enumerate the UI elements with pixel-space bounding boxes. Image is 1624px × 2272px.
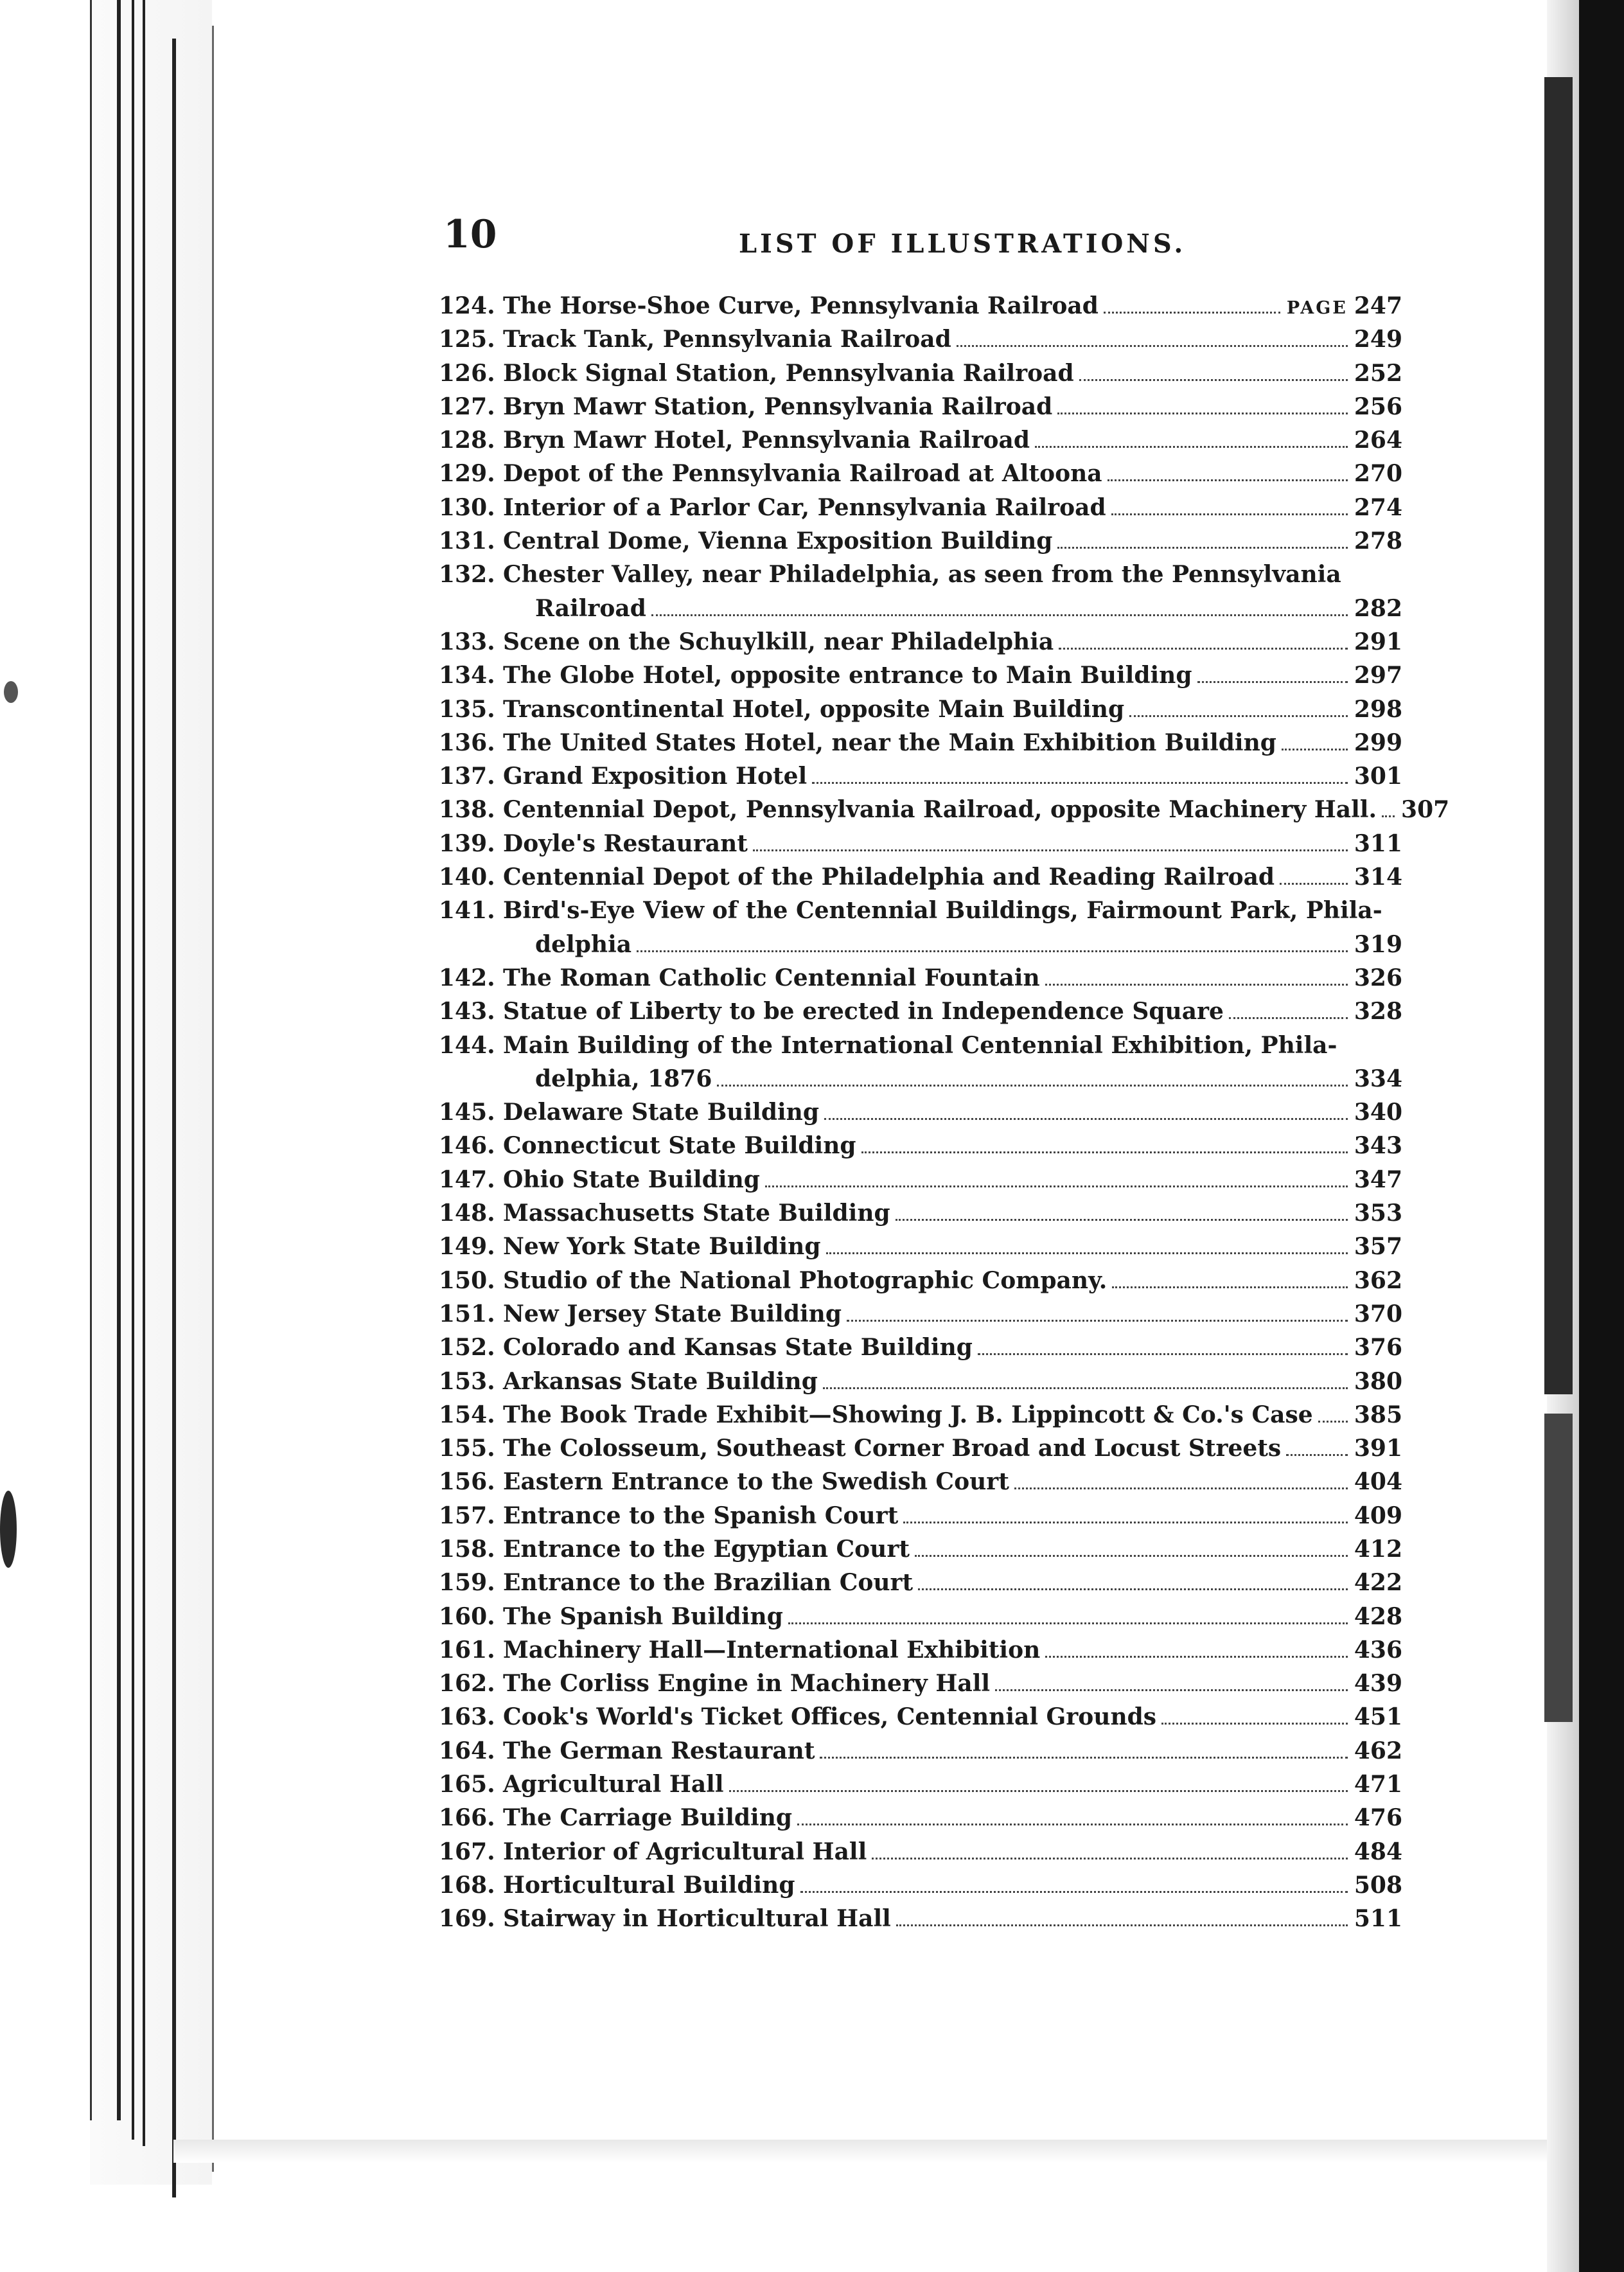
list-item (439, 628, 1402, 662)
item-number: 162. (439, 1670, 495, 1698)
item-title-continuation: delphia (535, 930, 632, 958)
page-edge-line (90, 0, 92, 2120)
list-item (439, 1166, 1402, 1200)
list-item (439, 662, 1402, 695)
right-page-edge (1544, 77, 1573, 1394)
item-title: Studio of the National Photographic Company. (503, 1266, 1108, 1294)
item-number: 155. (439, 1435, 495, 1462)
item-number: 156. (439, 1468, 495, 1496)
item-number: 141. (439, 897, 495, 925)
item-number: 139. (439, 830, 495, 857)
item-number: 136. (439, 729, 495, 756)
item-number: 157. (439, 1502, 495, 1529)
dot-leader (637, 950, 1348, 952)
item-number: 130. (439, 493, 495, 521)
illustration-list (439, 292, 1450, 1939)
item-title: Centennial Depot of the Philadelphia and Reading Railroad (503, 864, 1275, 891)
item-page: 511 (1354, 1905, 1402, 1933)
page-edge-line (172, 39, 176, 2197)
list-item (439, 1536, 1402, 1569)
list-item (439, 561, 1402, 594)
list-item (439, 1368, 1402, 1401)
list-item (439, 696, 1402, 729)
item-page: 314 (1354, 864, 1402, 891)
item-title: The German Restaurant (503, 1737, 815, 1764)
dot-leader (820, 1757, 1347, 1759)
item-title: Eastern Entrance to the Swedish Court (503, 1468, 1009, 1496)
item-number: 152. (439, 1334, 495, 1362)
item-page: 380 (1354, 1367, 1402, 1395)
item-page: 471 (1354, 1771, 1402, 1798)
page-bottom-shadow (173, 2140, 1561, 2163)
item-number: 167. (439, 1838, 495, 1865)
dot-leader (896, 1924, 1348, 1926)
item-title: Main Building of the International Centennial Exhibition, Phila- (503, 1031, 1337, 1059)
page-edge-line (132, 0, 134, 2140)
item-title: New Jersey State Building (503, 1300, 842, 1327)
item-title: Ohio State Building (503, 1166, 760, 1193)
item-title: Stairway in Horticultural Hall (503, 1905, 891, 1933)
dot-leader (978, 1353, 1348, 1355)
item-title: The Carriage Building (503, 1804, 793, 1832)
dot-leader (1057, 547, 1347, 549)
list-item (439, 998, 1402, 1031)
item-title-continuation: delphia, 1876 (535, 1065, 712, 1092)
item-title: Bird's-Eye View of the Centennial Buildings, Fairmount Park, Phila- (503, 897, 1382, 925)
item-page: 326 (1354, 964, 1402, 991)
dot-leader (1286, 1454, 1348, 1456)
dot-leader (861, 1151, 1348, 1153)
page-edge-line (117, 0, 121, 2120)
dot-leader (1229, 1017, 1348, 1019)
item-page: 340 (1354, 1099, 1402, 1126)
item-title: Bryn Mawr Station, Pennsylvania Railroad (503, 393, 1053, 420)
item-page: 301 (1354, 763, 1402, 790)
item-number: 164. (439, 1737, 495, 1764)
item-title: Grand Exposition Hotel (503, 763, 808, 790)
list-item (439, 1334, 1402, 1367)
item-title: The Globe Hotel, opposite entrance to Main Building (503, 662, 1192, 689)
item-number: 129. (439, 460, 495, 488)
item-page: 376 (1354, 1334, 1402, 1362)
item-title: The Spanish Building (503, 1602, 783, 1630)
list-item (439, 494, 1402, 528)
item-page: 436 (1354, 1636, 1402, 1664)
item-title: Colorado and Kansas State Building (503, 1334, 973, 1362)
dot-leader (1111, 513, 1348, 515)
item-page: 319 (1354, 930, 1402, 958)
item-page: 409 (1354, 1502, 1402, 1529)
dot-leader (896, 1219, 1348, 1221)
item-number: 138. (439, 796, 495, 824)
dot-leader (765, 1185, 1348, 1187)
item-page: 299 (1354, 729, 1402, 756)
item-page: 391 (1354, 1435, 1402, 1462)
item-page: 291 (1354, 628, 1402, 655)
item-page: 451 (1354, 1703, 1402, 1731)
dot-leader (847, 1320, 1348, 1322)
list-item (439, 1737, 1402, 1771)
list-item (439, 528, 1402, 561)
item-number: 124. (439, 292, 495, 319)
item-title: Block Signal Station, Pennsylvania Railroad (503, 359, 1074, 387)
item-number: 134. (439, 662, 495, 689)
item-number: 163. (439, 1703, 495, 1731)
item-title: Connecticut State Building (503, 1132, 856, 1160)
item-number: 125. (439, 326, 495, 353)
item-page: 362 (1354, 1266, 1402, 1294)
list-item (439, 1670, 1402, 1703)
list-item (439, 1267, 1402, 1300)
dot-leader (1014, 1487, 1348, 1489)
item-number: 137. (439, 763, 495, 790)
list-item (439, 1502, 1402, 1536)
list-item (439, 1637, 1402, 1670)
item-title: New York State Building (503, 1233, 821, 1261)
list-item (439, 1804, 1402, 1838)
list-item-continuation (439, 595, 1402, 628)
item-page: 343 (1354, 1132, 1402, 1160)
list-item (439, 326, 1402, 359)
item-page: 334 (1354, 1065, 1402, 1092)
right-page-edge (1544, 1414, 1573, 1722)
list-item-continuation (439, 931, 1402, 964)
item-title: The Roman Catholic Centennial Fountain (503, 964, 1040, 991)
item-title: Statue of Liberty to be erected in Independence Square (503, 998, 1224, 1025)
item-number: 145. (439, 1099, 495, 1126)
dot-leader (824, 1118, 1348, 1120)
item-title: Entrance to the Spanish Court (503, 1502, 899, 1529)
item-number: 160. (439, 1602, 495, 1630)
item-title: The United States Hotel, near the Main Exhibition Building (503, 729, 1276, 756)
item-title: Depot of the Pennsylvania Railroad at Altoona (503, 460, 1102, 488)
item-title: Centennial Depot, Pennsylvania Railroad, opposite Machinery Hall. (503, 796, 1377, 824)
page-edge-line (212, 26, 214, 2172)
item-title: The Horse-Shoe Curve, Pennsylvania Railroad (503, 292, 1099, 319)
dot-leader (753, 849, 1348, 851)
item-page: 274 (1354, 493, 1402, 521)
dot-leader (1104, 312, 1280, 314)
dot-leader (1318, 1421, 1348, 1423)
dot-leader (1282, 749, 1348, 750)
scan-right-edge (1579, 0, 1624, 2272)
item-title: Chester Valley, near Philadelphia, as seen from the Pennsylvania (503, 561, 1341, 589)
item-number: 131. (439, 528, 495, 555)
item-page: 278 (1354, 528, 1402, 555)
page-title: LIST OF ILLUSTRATIONS. (739, 229, 1187, 259)
item-page: 357 (1354, 1233, 1402, 1261)
dot-leader (1059, 648, 1348, 650)
dot-leader (903, 1522, 1348, 1523)
item-number: 143. (439, 998, 495, 1025)
item-number: 153. (439, 1367, 495, 1395)
list-item (439, 1905, 1402, 1939)
list-item-continuation (439, 1065, 1402, 1099)
dot-leader (872, 1858, 1348, 1859)
page-edge-line (143, 0, 145, 2146)
item-number: 146. (439, 1132, 495, 1160)
list-item (439, 427, 1402, 460)
dot-leader (1057, 413, 1348, 414)
item-number: 135. (439, 695, 495, 723)
list-item (439, 830, 1402, 864)
item-title: Doyle's Restaurant (503, 830, 748, 857)
item-page: 297 (1354, 662, 1402, 689)
dot-leader (1382, 815, 1395, 817)
item-title: Arkansas State Building (503, 1367, 818, 1395)
item-number: 154. (439, 1401, 495, 1428)
item-number: 132. (439, 561, 495, 589)
item-title: Scene on the Schuylkill, near Philadelphia (503, 628, 1054, 655)
dot-leader (797, 1824, 1348, 1825)
item-page: 404 (1354, 1468, 1402, 1496)
item-title: Massachusetts State Building (503, 1200, 890, 1227)
item-page: 428 (1354, 1602, 1402, 1630)
item-title: Interior of a Parlor Car, Pennsylvania Railroad (503, 493, 1106, 521)
item-page: 256 (1354, 393, 1402, 420)
dot-leader (826, 1252, 1348, 1254)
list-item (439, 1401, 1402, 1435)
item-page: 385 (1354, 1401, 1402, 1428)
dot-leader (800, 1891, 1348, 1893)
item-number: 128. (439, 427, 495, 454)
list-item (439, 1838, 1402, 1872)
list-item (439, 1300, 1402, 1334)
item-title: The Colosseum, Southeast Corner Broad and Locust Streets (503, 1435, 1282, 1462)
item-title: Bryn Mawr Hotel, Pennsylvania Railroad (503, 427, 1030, 454)
item-number: 142. (439, 964, 495, 991)
item-title: The Corliss Engine in Machinery Hall (503, 1670, 991, 1698)
item-title: Horticultural Building (503, 1871, 795, 1899)
item-number: 126. (439, 359, 495, 387)
item-number: 165. (439, 1771, 495, 1798)
list-item (439, 393, 1402, 427)
item-number: 127. (439, 393, 495, 420)
item-number: 150. (439, 1266, 495, 1294)
item-page: 270 (1354, 460, 1402, 488)
list-item (439, 1099, 1402, 1132)
list-item (439, 1603, 1402, 1637)
list-item (439, 1233, 1402, 1266)
item-page: 476 (1354, 1804, 1402, 1832)
list-item (439, 1435, 1402, 1468)
list-item (439, 460, 1402, 493)
list-item (439, 897, 1402, 930)
list-item (439, 1872, 1402, 1905)
list-item (439, 964, 1402, 998)
item-title: Track Tank, Pennsylvania Railroad (503, 326, 951, 353)
list-item (439, 763, 1402, 796)
item-title: Transcontinental Hotel, opposite Main Building (503, 695, 1125, 723)
list-item (439, 1032, 1402, 1065)
item-number: 149. (439, 1233, 495, 1261)
page-stack-edge (90, 0, 212, 2185)
list-item (439, 729, 1402, 763)
dot-leader (915, 1555, 1348, 1557)
item-page: 347 (1354, 1166, 1402, 1193)
item-number: 133. (439, 628, 495, 655)
item-number: 159. (439, 1569, 495, 1597)
item-page: 247 (1354, 292, 1402, 319)
item-title: Central Dome, Vienna Exposition Building (503, 528, 1053, 555)
item-page: 264 (1354, 427, 1402, 454)
list-item (439, 1200, 1402, 1233)
item-title: Entrance to the Egyptian Court (503, 1535, 910, 1563)
item-number: 148. (439, 1200, 495, 1227)
page-label: PAGE (1286, 298, 1348, 318)
item-page: 298 (1354, 695, 1402, 723)
list-item (439, 360, 1402, 393)
item-page: 484 (1354, 1838, 1402, 1865)
item-page: 439 (1354, 1670, 1402, 1698)
list-item (439, 1569, 1402, 1602)
item-page: 307 (1401, 796, 1450, 824)
item-title-continuation: Railroad (535, 594, 646, 622)
item-title: Agricultural Hall (503, 1771, 724, 1798)
dot-leader (1161, 1723, 1348, 1725)
dot-leader (1197, 681, 1348, 683)
list-item (439, 796, 1450, 830)
item-page: 249 (1354, 326, 1402, 353)
dot-leader (1035, 446, 1348, 448)
scan-artifact (0, 1491, 17, 1568)
dot-leader (729, 1790, 1348, 1792)
item-page: 353 (1354, 1200, 1402, 1227)
dot-leader (1108, 479, 1348, 481)
item-title: Delaware State Building (503, 1099, 820, 1126)
list-item (439, 1771, 1402, 1804)
item-page: 311 (1354, 830, 1402, 857)
dot-leader (957, 345, 1348, 347)
item-number: 169. (439, 1905, 495, 1933)
item-number: 140. (439, 864, 495, 891)
item-page: 252 (1354, 359, 1402, 387)
dot-leader (823, 1387, 1348, 1389)
item-title: Cook's World's Ticket Offices, Centennial Grounds (503, 1703, 1157, 1731)
item-title: The Book Trade Exhibit—Showing J. B. Lippincott & Co.'s Case (503, 1401, 1313, 1428)
dot-leader (1045, 984, 1348, 986)
dot-leader (1079, 379, 1348, 381)
item-number: 161. (439, 1636, 495, 1664)
list-item (439, 292, 1402, 326)
item-number: 147. (439, 1166, 495, 1193)
scan-artifact (4, 681, 18, 703)
dot-leader (788, 1622, 1348, 1624)
item-page: 328 (1354, 998, 1402, 1025)
item-number: 158. (439, 1535, 495, 1563)
list-item (439, 864, 1402, 897)
dot-leader (717, 1085, 1347, 1087)
list-item (439, 1468, 1402, 1502)
item-title: Entrance to the Brazilian Court (503, 1569, 914, 1597)
item-number: 166. (439, 1804, 495, 1832)
item-number: 168. (439, 1871, 495, 1899)
item-number: 144. (439, 1031, 495, 1059)
dot-leader (1045, 1656, 1348, 1658)
item-title: Interior of Agricultural Hall (503, 1838, 867, 1865)
item-page: 422 (1354, 1569, 1402, 1597)
item-page: 412 (1354, 1535, 1402, 1563)
item-page: 282 (1354, 594, 1402, 622)
dot-leader (1129, 715, 1348, 717)
item-title: Machinery Hall—International Exhibition (503, 1636, 1041, 1664)
dot-leader (651, 614, 1348, 616)
dot-leader (995, 1689, 1348, 1691)
item-page: 370 (1354, 1300, 1402, 1327)
item-number: 151. (439, 1300, 495, 1327)
list-item (439, 1703, 1402, 1737)
item-page: 508 (1354, 1871, 1402, 1899)
dot-leader (1112, 1286, 1348, 1288)
item-page: 462 (1354, 1737, 1402, 1764)
dot-leader (812, 782, 1348, 784)
page-number: 10 (443, 212, 497, 257)
dot-leader (918, 1588, 1348, 1590)
list-item (439, 1132, 1402, 1166)
dot-leader (1280, 883, 1348, 885)
